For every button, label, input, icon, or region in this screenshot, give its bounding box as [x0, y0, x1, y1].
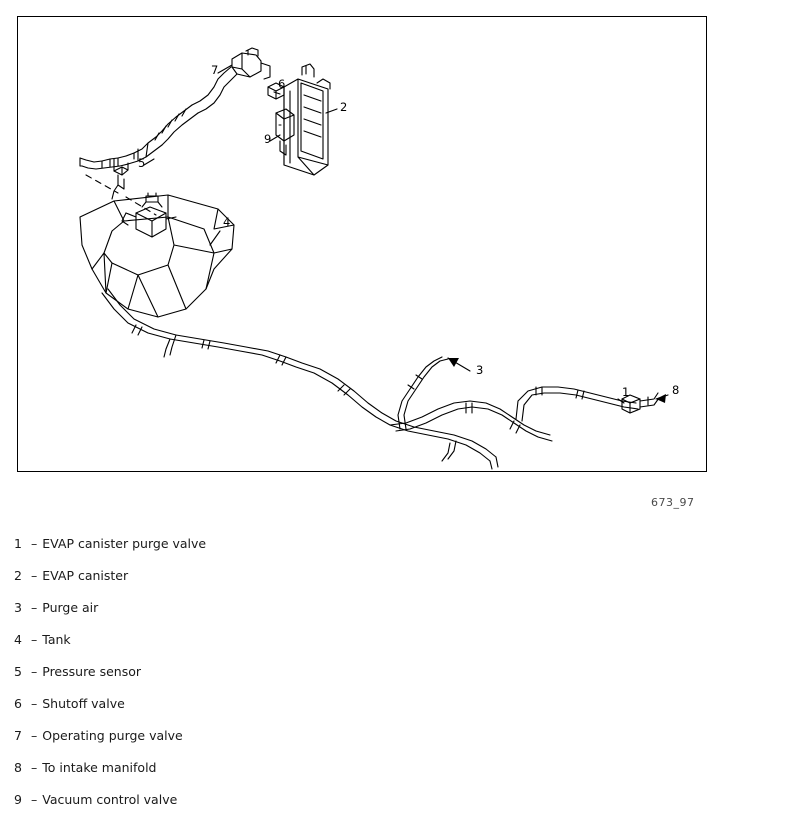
- fuel-tank-graphic: [80, 193, 234, 317]
- legend-list: [14, 536, 714, 824]
- vacuum-control-valve-graphic: [276, 109, 294, 155]
- legend-item: [14, 536, 714, 568]
- legend-item-number: 8: [14, 760, 22, 775]
- legend-item-number: 2: [14, 568, 22, 583]
- legend-item-label: Vacuum control valve: [42, 792, 178, 807]
- legend-item-label: Operating purge valve: [42, 728, 183, 743]
- legend-item-dash: –: [31, 536, 38, 551]
- figure-id-code: 673_97: [651, 496, 695, 509]
- callout-number-4: 4: [223, 215, 231, 229]
- legend-item-dash: –: [31, 728, 38, 743]
- legend-item-number: 4: [14, 632, 22, 647]
- legend-item-dash: –: [31, 600, 38, 615]
- legend-item: [14, 664, 714, 696]
- callout-number-5: 5: [138, 156, 146, 170]
- legend-item-number: 5: [14, 664, 22, 679]
- callout-number-7: 7: [211, 63, 219, 77]
- legend-item: [14, 728, 714, 760]
- legend-item-dash: –: [31, 696, 38, 711]
- callout-number-8: 8: [672, 383, 680, 397]
- figure-frame: [17, 16, 707, 472]
- callout-number-1: 1: [622, 385, 630, 399]
- legend-item: [14, 632, 714, 664]
- legend-item-dash: –: [31, 568, 38, 583]
- legend-item-number: 7: [14, 728, 22, 743]
- legend-item: [14, 696, 714, 728]
- callout-number-6: 6: [278, 77, 286, 91]
- pressure-sensor-graphic: [80, 137, 162, 199]
- legend-item-label: EVAP canister: [42, 568, 129, 583]
- legend-item: [14, 760, 714, 792]
- legend-item-label: Shutoff valve: [42, 696, 125, 711]
- callout-number-2: 2: [340, 100, 348, 114]
- legend-item: [14, 792, 714, 824]
- legend-item-label: EVAP canister purge valve: [42, 536, 207, 551]
- fuel-line-graphic: [102, 289, 659, 469]
- legend-item-label: Tank: [42, 632, 71, 647]
- callout-number-3: 3: [476, 363, 484, 377]
- legend-item-label: Purge air: [42, 600, 99, 615]
- legend-item-label: Pressure sensor: [42, 664, 142, 679]
- legend-item-number: 3: [14, 600, 22, 615]
- legend-item: [14, 568, 714, 600]
- evap-canister-graphic: [284, 64, 330, 175]
- legend-item-dash: –: [31, 664, 38, 679]
- legend-item-number: 1: [14, 536, 22, 551]
- legend-item-dash: –: [31, 760, 38, 775]
- legend-item-dash: –: [31, 632, 38, 647]
- evap-system-diagram: [18, 17, 706, 471]
- legend-item: [14, 600, 714, 632]
- legend-item-label: To intake manifold: [42, 760, 157, 775]
- legend-item-dash: –: [31, 792, 38, 807]
- legend-item-number: 9: [14, 792, 22, 807]
- callout-number-9: 9: [264, 132, 272, 146]
- callout-leaders: [144, 65, 668, 403]
- legend-item-number: 6: [14, 696, 22, 711]
